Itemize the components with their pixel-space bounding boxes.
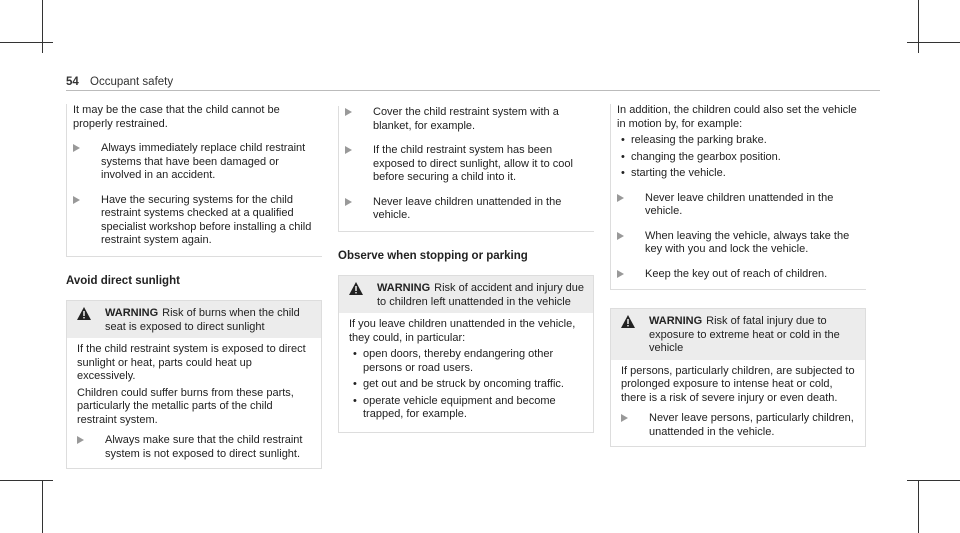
paragraph: Children could suffer burns from these parts, particularly the metallic parts of the child restraint system. [77, 386, 294, 426]
step-text: When leaving the vehicle, always take the key with you and lock the vehicle. [645, 229, 850, 255]
warning-triangle-icon [349, 282, 363, 295]
step-text: Cover the child restraint system with a blanket, for example. [373, 106, 559, 132]
step-text: Never leave children unattended in the vehicle. [373, 195, 562, 221]
instruction-step [73, 194, 316, 248]
crop-mark [918, 480, 919, 533]
warning-triangle-icon [621, 315, 635, 328]
list-item: • changing the gearbox position. [617, 151, 860, 165]
warning-title: Risk of accident and injury due to children left unattended in the vehicle [377, 282, 584, 308]
header-rule [66, 90, 880, 91]
step-text: Always immediately replace child restraint systems that have been damaged or involved in an accident. [101, 142, 306, 181]
warning-body [67, 338, 321, 468]
instruction-step [617, 192, 860, 219]
crop-mark [918, 0, 919, 53]
crop-mark [0, 42, 53, 43]
section-title: Occupant safety [90, 76, 174, 88]
warning-label: WARNING [105, 307, 159, 319]
paragraph: If you leave children unattended in the vehicle, they could, in particular: [349, 318, 576, 344]
crop-mark [42, 0, 43, 53]
warning-label: WARNING [377, 282, 431, 294]
bullet-list [349, 348, 585, 422]
paragraph: If the child restraint system is exposed to direct sunlight or heat, parts could heat up excessively. [77, 343, 306, 382]
column-2 [338, 104, 594, 433]
step-text: Always make sure that the child restraint system is not exposed to direct sunlight. [105, 434, 303, 460]
warning-triangle-icon [77, 307, 91, 320]
crop-mark [42, 480, 43, 533]
warning-title: Risk of burns when the child seat is exposed to direct sunlight [105, 307, 300, 333]
bullet-list [617, 134, 860, 181]
text-block [610, 104, 866, 290]
instruction-step [345, 106, 588, 133]
step-text: Have the securing systems for the child restraint systems checked at a qualified specialist workshop before installing a child restraint system again. [101, 193, 312, 246]
section-heading: Observe when stopping or parking [338, 249, 528, 262]
paragraph: It may be the case that the child cannot be properly restrained. [73, 104, 280, 130]
step-text: Keep the key out of reach of children. [645, 267, 828, 280]
warning-title: Risk of fatal injury due to exposure to extreme heat or cold in the vehicle [649, 315, 840, 354]
crop-mark [907, 480, 960, 481]
list-item: • get out and be struck by oncoming traffic. [349, 378, 585, 392]
warning-body [339, 313, 593, 432]
warning-header [339, 276, 593, 313]
step-text: If the child restraint system has been exposed to direct sunlight, allow it to cool before securing a child into it. [373, 144, 573, 183]
step-text: Never leave children unattended in the vehicle. [645, 191, 834, 217]
instruction-step [621, 412, 857, 439]
instruction-step [345, 196, 588, 223]
instruction-step [77, 434, 313, 461]
warning-box [338, 275, 594, 433]
text-block [338, 106, 594, 232]
instruction-step [617, 268, 860, 282]
instruction-step [73, 142, 316, 183]
paragraph: If persons, particularly children, are subjected to prolonged exposure to intense heat or cold, there is a risk of severe injury or even death. [621, 364, 855, 404]
section-heading: Avoid direct sunlight [66, 274, 180, 287]
text-block [66, 104, 322, 257]
list-item: • releasing the parking brake. [617, 134, 860, 148]
list-item: • open doors, thereby endangering other persons or road users. [349, 348, 585, 375]
column-3 [610, 104, 866, 447]
step-text: Never leave persons, particularly children, unattended in the vehicle. [649, 412, 854, 438]
list-item: • starting the vehicle. [617, 167, 860, 181]
warning-header [611, 309, 865, 360]
warning-header [67, 301, 321, 338]
page-header [66, 76, 173, 88]
warning-box [66, 300, 322, 469]
column-1 [66, 104, 322, 469]
crop-mark [907, 42, 960, 43]
warning-label: WARNING [649, 315, 703, 327]
list-item: • operate vehicle equipment and become trapped, for example. [349, 395, 585, 422]
warning-box [610, 308, 866, 447]
paragraph: In addition, the children could also set the vehicle in motion by, for example: [617, 104, 857, 130]
instruction-step [345, 144, 588, 185]
page-number: 54 [66, 76, 79, 88]
crop-mark [0, 480, 53, 481]
warning-body [611, 360, 865, 447]
instruction-step [617, 230, 860, 257]
